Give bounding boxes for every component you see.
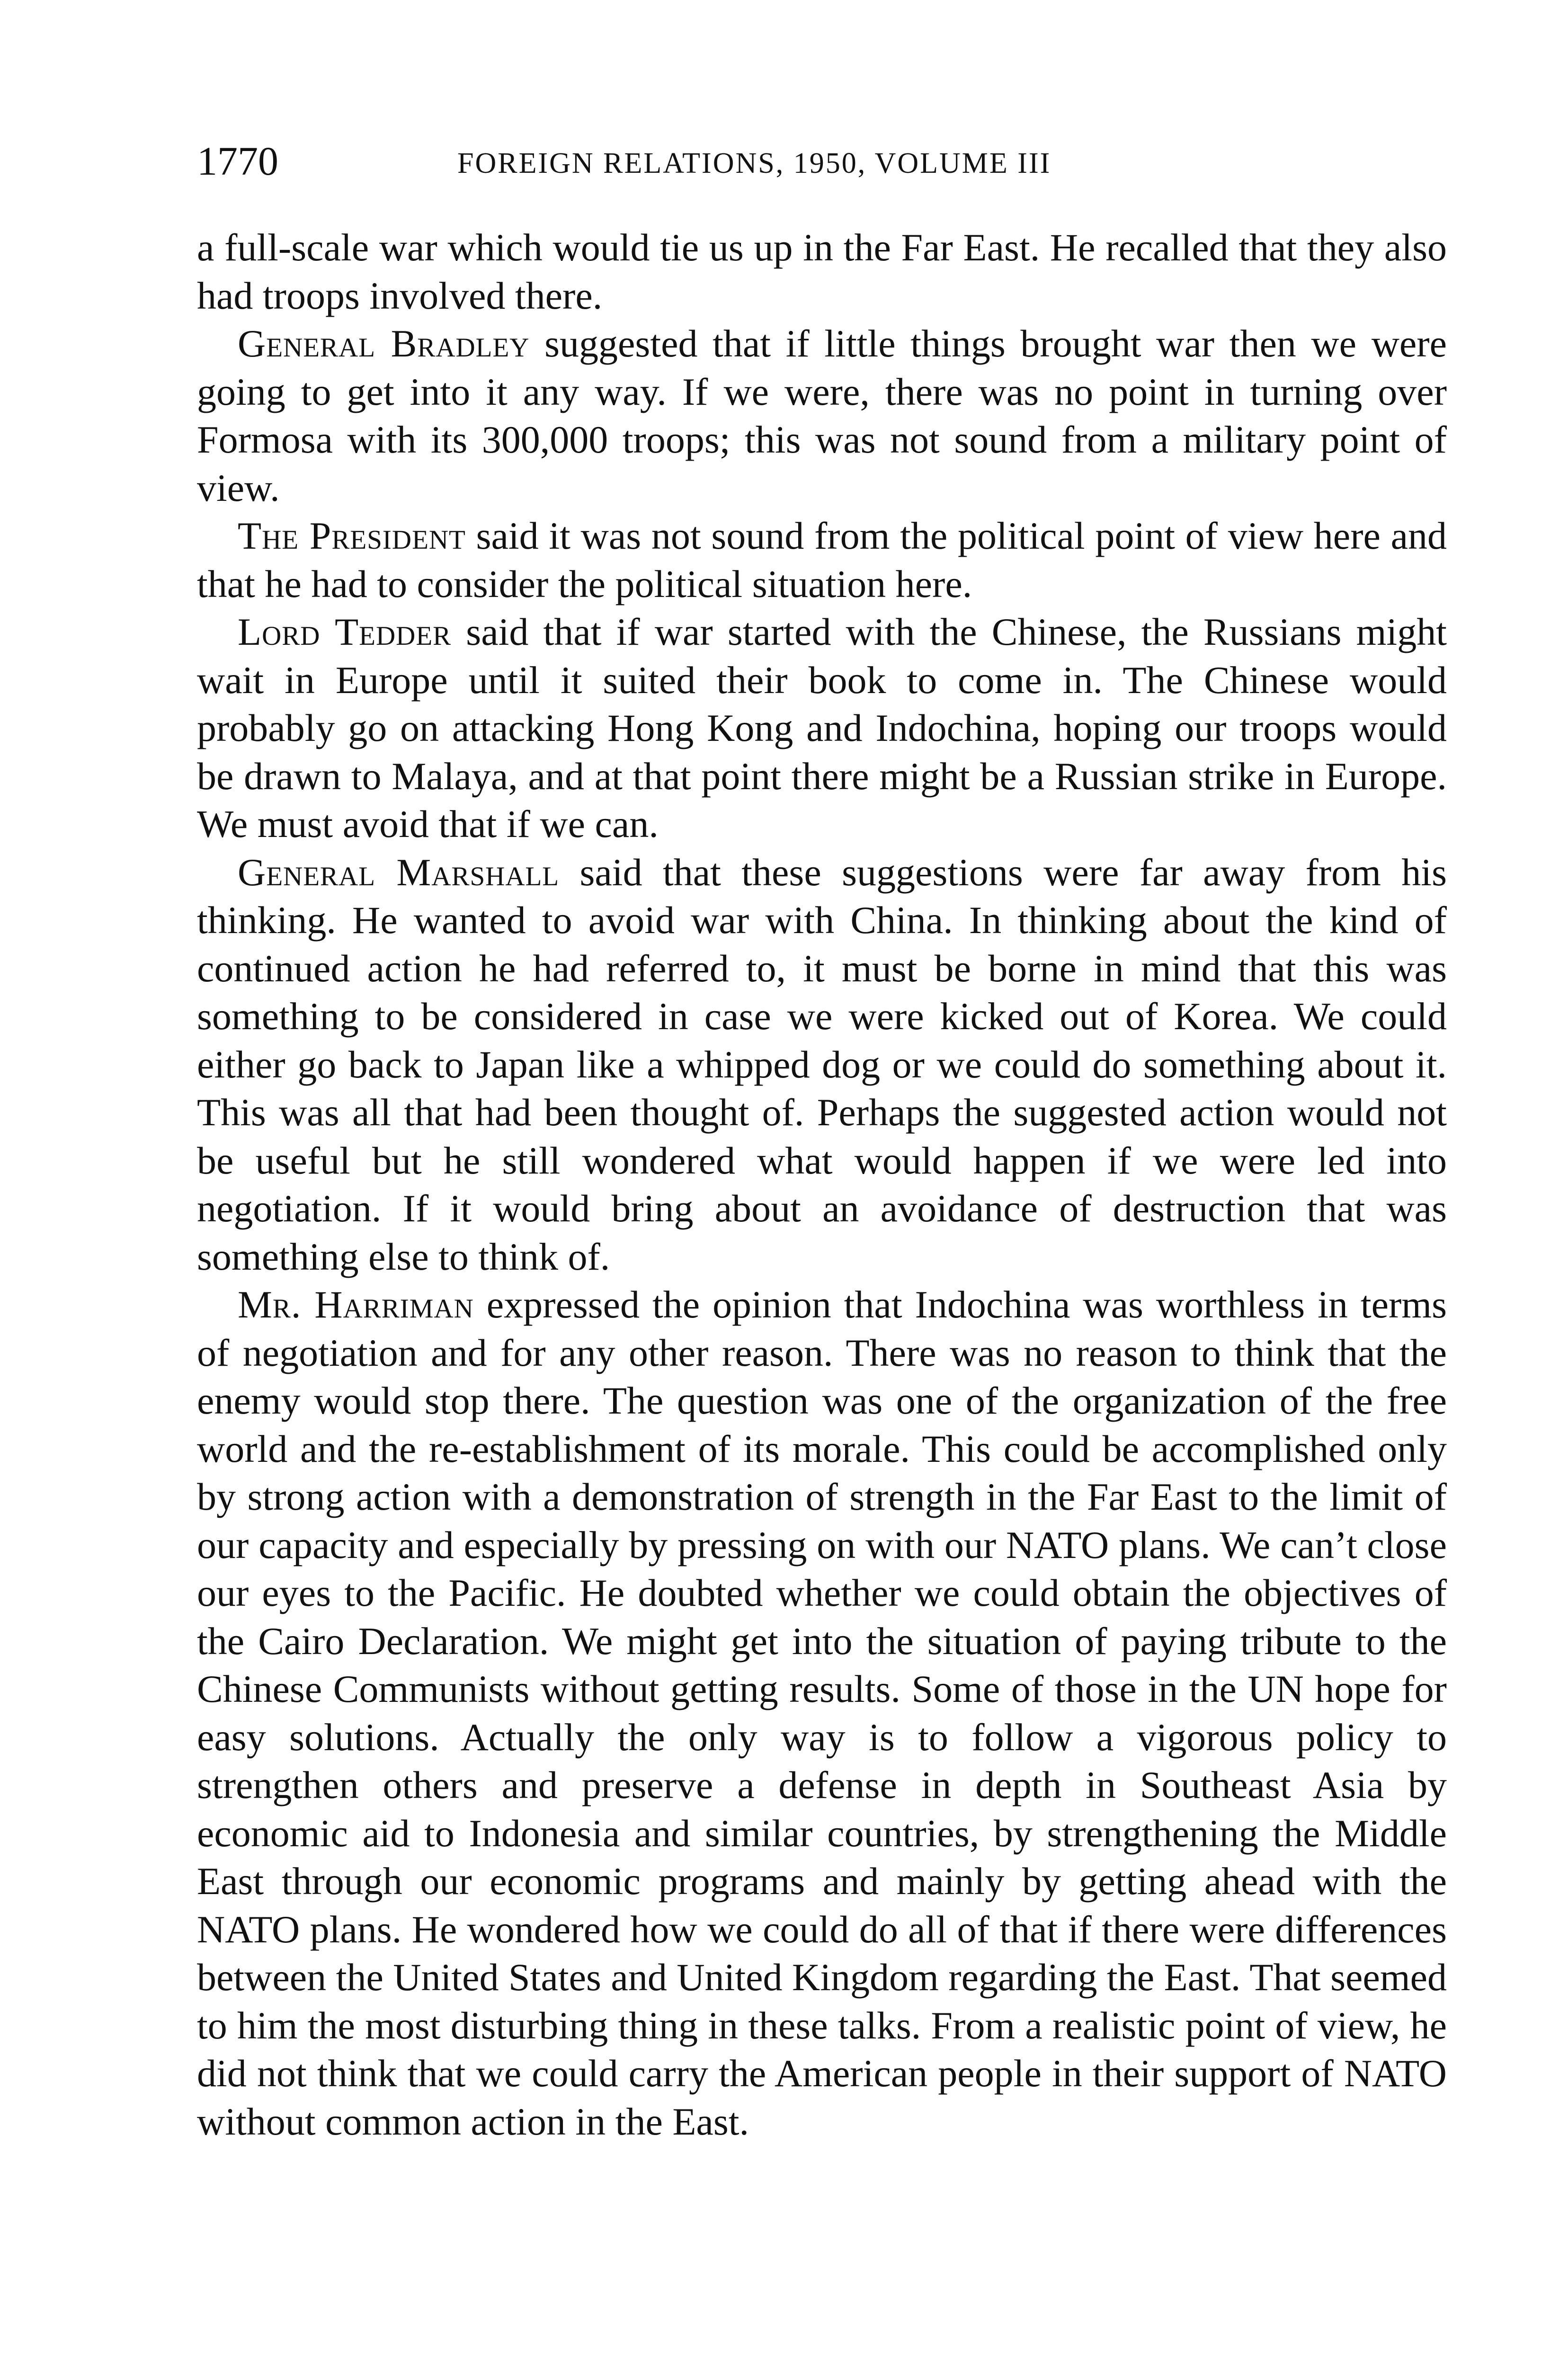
speaker-name: Mr. Harriman — [238, 1283, 474, 1326]
paragraph — [197, 223, 1447, 320]
speaker-name: Lord Tedder — [238, 610, 452, 653]
paragraph — [197, 320, 1447, 512]
paragraph — [197, 608, 1447, 848]
paragraph-text: said that if war started with the Chinese, the Russians might wait in Europe until it suited their book to come in. The Chinese would probably go on attacking Hong Kong and Indochina, hoping our troops would be drawn to Malaya, and at that point there might be a Russian strike in Europe. We must avoid that if we can. — [197, 610, 1447, 845]
paragraph — [197, 512, 1447, 608]
paragraph — [197, 848, 1447, 1281]
speaker-name: General Bradley — [238, 322, 530, 365]
page-number: 1770 — [197, 138, 278, 184]
page-header — [197, 137, 1452, 189]
running-head: FOREIGN RELATIONS, 1950, VOLUME III — [457, 147, 1051, 179]
paragraph-text: said that these suggestions were far away from his thinking. He wanted to avoid war with China. In thinking about the kind of continued action he had referred to, it must be borne in mind that this was something to be considered in case we were kicked out of Korea. We could either go back to Japan like a whipped dog or we could do something about it. This was all that had been thought of. Perhaps the suggested action would not be useful but he still wondered what would happen if we were led into negotiation. If it would bring about an avoidance of destruction that was something else to think of. — [197, 850, 1447, 1278]
body-text — [197, 223, 1447, 2145]
speaker-name: General Marshall — [238, 850, 560, 894]
paragraph-text: a full-scale war which would tie us up in the Far East. He recalled that they also had troops involved there. — [197, 226, 1447, 317]
paragraph-text: said it was not sound from the political point of view here and that he had to consider the political situation here. — [197, 514, 1447, 605]
paragraph-text: expressed the opinion that Indochina was worthless in terms of negotiation and for any other reason. There was no reason to think that the enemy would stop there. The question was one of the organization of the free world and the re-establishment of its morale. This could be accomplished only by strong action with a demonstration of strength in the Far East to the limit of our capacity and especially by pressing on with our NATO plans. We can’t close our eyes to the Pacific. He doubted whether we could obtain the objectives of the Cairo Declaration. We might get into the situation of paying tribute to the Chinese Communists without getting results. Some of those in the UN hope for easy solutions. Actually the only way is to follow a vigorous policy to strengthen others and preserve a defense in depth in Southeast Asia by economic aid to Indonesia and similar countries, by strengthening the Middle East through our economic programs and mainly by getting ahead with the NATO plans. He wondered how we could do all of that if there were differences between the United States and United Kingdom regarding the East. That seemed to him the most disturbing thing in these talks. From a realistic point of view, he did not think that we could carry the American people in their support of NATO without common action in the East. — [197, 1283, 1447, 2143]
paragraph-text: suggested that if little things brought war then we were going to get into it any way. If we were, there was no point in turning over Formosa with its 300,000 troops; this was not sound from a military point of view. — [197, 322, 1447, 509]
paragraph — [197, 1281, 1447, 2145]
speaker-name: The President — [238, 514, 466, 557]
